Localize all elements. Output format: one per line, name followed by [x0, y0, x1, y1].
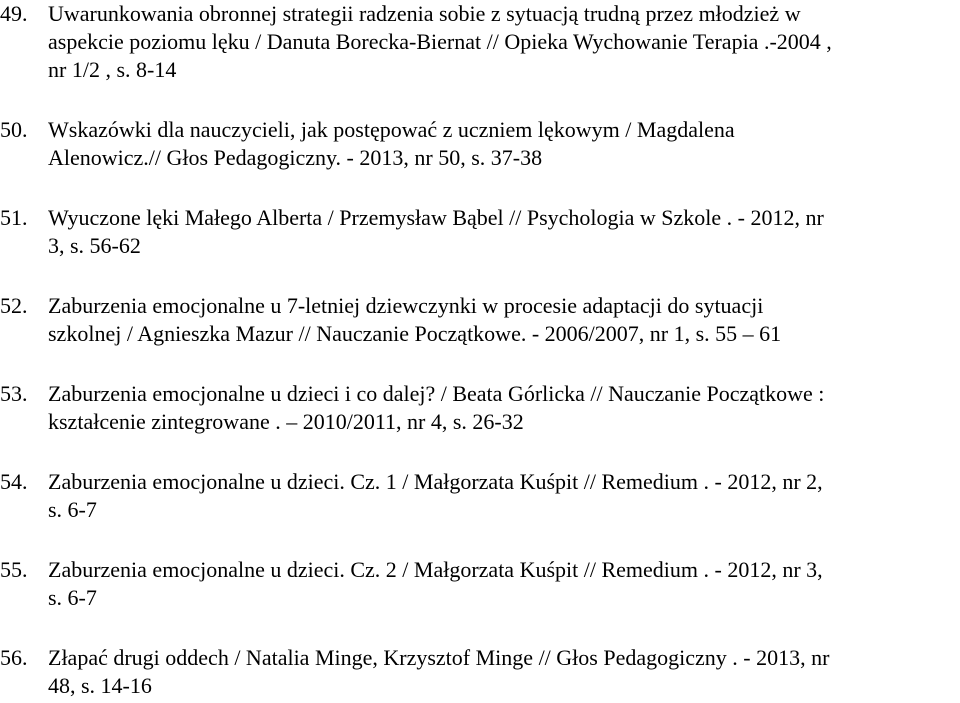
entry-number: 50. — [0, 117, 28, 142]
entry-number: 55. — [0, 557, 28, 582]
entry-line: Wyuczone lęki Małego Alberta / Przemysław Bąbel // Psychologia w Szkole . - 2012, nr — [48, 205, 824, 230]
entry-line: Zaburzenia emocjonalne u dzieci i co dalej? / Beata Górlicka // Nauczanie Początkowe : — [48, 381, 825, 406]
entry-text — [48, 116, 942, 172]
entry-text — [48, 556, 942, 612]
entry-line: Złapać drugi oddech / Natalia Minge, Krzysztof Minge // Głos Pedagogiczny . - 2013, nr — [48, 645, 830, 670]
entry-number: 56. — [0, 645, 28, 670]
bibliography-entry-51 — [0, 204, 942, 260]
entry-line: 3, s. 56-62 — [48, 233, 141, 258]
entry-number: 52. — [0, 293, 28, 318]
entry-text — [48, 644, 942, 700]
entry-number: 54. — [0, 469, 28, 494]
bibliography-entry-54 — [0, 468, 942, 524]
entry-text — [48, 204, 942, 260]
entry-line: Zaburzenia emocjonalne u dzieci. Cz. 2 / Małgorzata Kuśpit // Remedium . - 2012, nr 3, — [48, 557, 823, 582]
entry-line: aspekcie poziomu lęku / Danuta Borecka-Biernat // Opieka Wychowanie Terapia .-2004 , — [48, 29, 832, 54]
entry-line: Zaburzenia emocjonalne u 7-letniej dziewczynki w procesie adaptacji do sytuacji — [48, 293, 764, 318]
entry-number: 53. — [0, 381, 28, 406]
entry-line: Alenowicz.// Głos Pedagogiczny. - 2013, nr 50, s. 37-38 — [48, 145, 543, 170]
bibliography-entry-56 — [0, 644, 942, 700]
entry-text — [48, 380, 942, 436]
entry-text — [48, 468, 942, 524]
bibliography-entry-55 — [0, 556, 942, 612]
entry-line: s. 6-7 — [48, 497, 97, 522]
bibliography-entry-49 — [0, 0, 942, 84]
entry-text — [48, 0, 942, 84]
entry-number: 49. — [0, 1, 28, 26]
entry-number: 51. — [0, 205, 28, 230]
entry-line: nr 1/2 , s. 8-14 — [48, 57, 177, 82]
entry-line: szkolnej / Agnieszka Mazur // Nauczanie Początkowe. - 2006/2007, nr 1, s. 55 – 61 — [48, 321, 782, 346]
entry-line: s. 6-7 — [48, 585, 97, 610]
entry-line: kształcenie zintegrowane . – 2010/2011, nr 4, s. 26-32 — [48, 409, 524, 434]
entry-text — [48, 292, 942, 348]
entry-line: Wskazówki dla nauczycieli, jak postępować z uczniem lękowym / Magdalena — [48, 117, 735, 142]
bibliography-entry-50 — [0, 116, 942, 172]
entry-line: Uwarunkowania obronnej strategii radzenia sobie z sytuacją trudną przez młodzież w — [48, 1, 801, 26]
bibliography-entry-53 — [0, 380, 942, 436]
entry-line: 48, s. 14-16 — [48, 673, 152, 698]
entry-line: Zaburzenia emocjonalne u dzieci. Cz. 1 / Małgorzata Kuśpit // Remedium . - 2012, nr 2, — [48, 469, 823, 494]
bibliography-entry-52 — [0, 292, 942, 348]
